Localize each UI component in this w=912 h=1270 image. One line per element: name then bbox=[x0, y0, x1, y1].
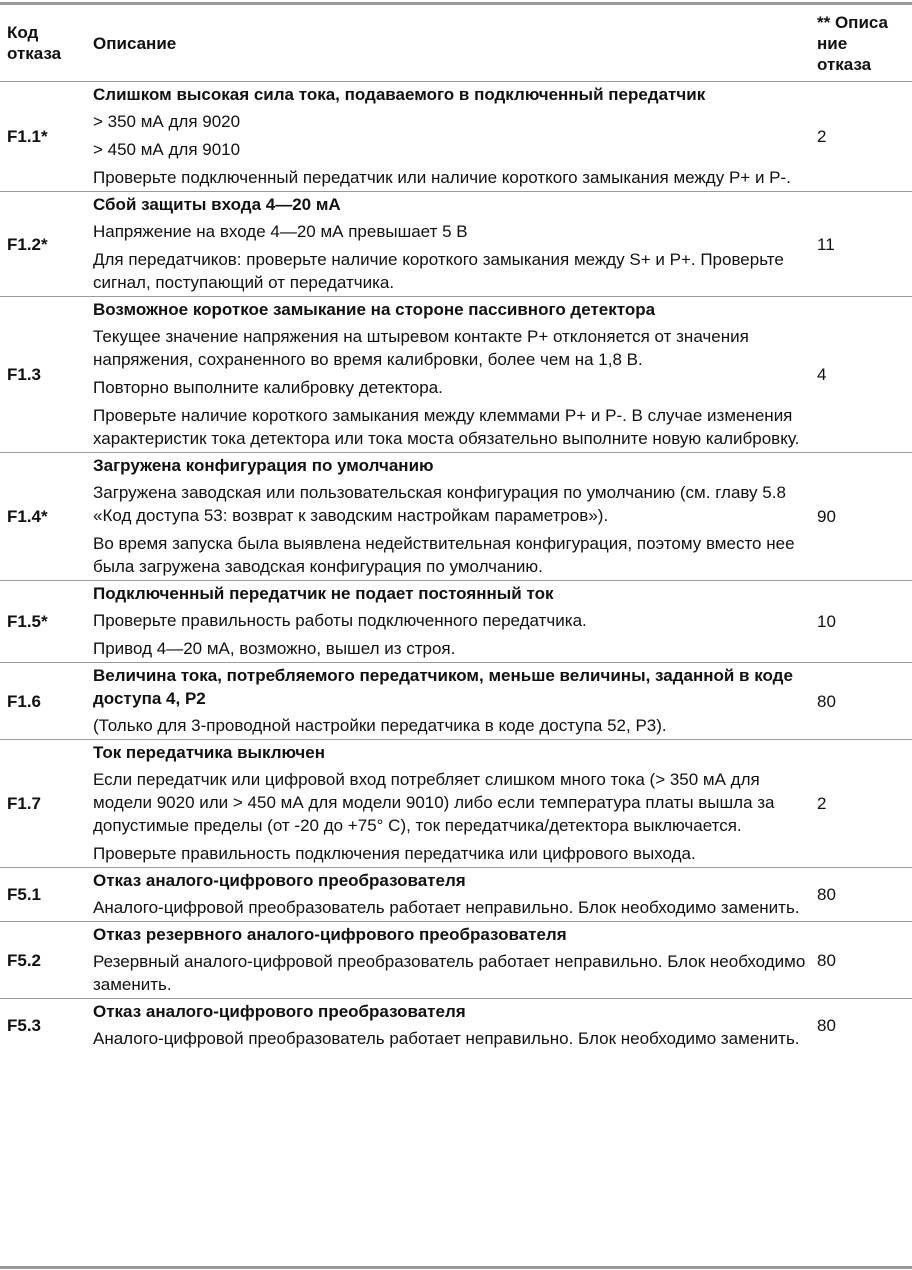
fault-number: 80 bbox=[810, 922, 912, 999]
fault-code: F1.6 bbox=[0, 663, 86, 740]
fault-number: 80 bbox=[810, 868, 912, 922]
fault-detail-line: Проверьте подключенный передатчик или наличие короткого замыкания между P+ и P-. bbox=[93, 168, 791, 187]
bottom-rule bbox=[0, 1266, 912, 1269]
table-row bbox=[0, 581, 912, 663]
table-row bbox=[0, 453, 912, 581]
fault-code: F5.2 bbox=[0, 922, 86, 999]
fault-code: F1.4* bbox=[0, 453, 86, 581]
fault-description bbox=[86, 663, 810, 740]
fault-number: 80 bbox=[817, 1016, 836, 1035]
fault-detail-line: Проверьте правильность работы подключенного передатчика. bbox=[93, 611, 587, 630]
fault-detail-line: Напряжение на входе 4—20 мА превышает 5 В bbox=[93, 222, 468, 241]
fault-detail-line: > 450 мА для 9010 bbox=[93, 140, 241, 159]
fault-title: Загружена конфигурация по умолчанию bbox=[93, 456, 434, 475]
fault-detail-line: Повторно выполните калибровку детектора. bbox=[93, 378, 443, 397]
fault-title: Отказ аналого-цифрового преобразователя bbox=[93, 1002, 466, 1021]
fault-title: Сбой защиты входа 4—20 мА bbox=[93, 195, 341, 214]
fault-title: Отказ резервного аналого-цифрового преобразователя bbox=[93, 925, 567, 944]
fault-code: F5.3 bbox=[7, 1016, 42, 1035]
fault-code-table bbox=[0, 5, 912, 1052]
fault-number: 80 bbox=[810, 663, 912, 740]
fault-description bbox=[86, 868, 810, 922]
fault-number: 11 bbox=[810, 192, 912, 297]
fault-detail-line: Проверьте правильность подключения передатчика или цифрового выхода. bbox=[93, 844, 696, 863]
table-row bbox=[0, 192, 912, 297]
fault-description bbox=[86, 453, 810, 581]
fault-detail-line: Во время запуска была выявлена недействительная конфигурация, поэтому вместо нее была загружена заводская конфигурация по умолчанию. bbox=[93, 534, 795, 576]
fault-title: Слишком высокая сила тока, подаваемого в подключенный передатчик bbox=[93, 85, 706, 104]
fault-detail-line: Текущее значение напряжения на штыревом контакте P+ отклоняется от значения напряжения, сохраненного во время калибровки, более чем на 1,8 В. bbox=[93, 327, 749, 369]
table-row bbox=[0, 999, 912, 1053]
fault-detail-line: Резервный аналого-цифровой преобразователь работает неправильно. Блок необходимо заменить. bbox=[93, 952, 806, 994]
fault-number: 10 bbox=[810, 581, 912, 663]
fault-detail-line: Аналого-цифровой преобразователь работает неправильно. Блок необходимо заменить. bbox=[93, 1029, 800, 1048]
fault-code: F1.2* bbox=[0, 192, 86, 297]
fault-number: 2 bbox=[810, 740, 912, 868]
fault-title: Величина тока, потребляемого передатчиком, меньше величины, заданной в коде доступа 4, P2 bbox=[93, 666, 793, 708]
table-row bbox=[0, 922, 912, 999]
fault-description bbox=[86, 192, 810, 297]
table-row bbox=[0, 82, 912, 192]
fault-code: F5.1 bbox=[0, 868, 86, 922]
fault-detail-line: (Только для 3-проводной настройки передатчика в коде доступа 52, P3). bbox=[93, 716, 667, 735]
fault-description bbox=[86, 297, 810, 453]
fault-description bbox=[86, 922, 810, 999]
fault-code: F1.3 bbox=[0, 297, 86, 453]
header-fault-description: ** Описа ние отказа bbox=[810, 5, 912, 82]
fault-detail-line: Аналого-цифровой преобразователь работает неправильно. Блок необходимо заменить. bbox=[93, 898, 800, 917]
fault-code: F1.7 bbox=[0, 740, 86, 868]
fault-detail-line: Загружена заводская или пользовательская конфигурация по умолчанию (см. главу 5.8 «Код доступа 53: возврат к заводским настройкам параметров»). bbox=[93, 483, 786, 525]
fault-number: 90 bbox=[810, 453, 912, 581]
fault-description bbox=[86, 82, 810, 192]
fault-detail-line: Для передатчиков: проверьте наличие короткого замыкания между S+ и P+. Проверьте сигнал, поступающий от передатчика. bbox=[93, 250, 784, 292]
fault-number: 2 bbox=[810, 82, 912, 192]
fault-description bbox=[86, 999, 810, 1053]
fault-title: Возможное короткое замыкание на стороне пассивного детектора bbox=[93, 300, 656, 319]
fault-number: 4 bbox=[810, 297, 912, 453]
fault-title: Ток передатчика выключен bbox=[93, 743, 326, 762]
fault-description bbox=[86, 740, 810, 868]
table-body bbox=[0, 82, 912, 1053]
table-header-row bbox=[0, 5, 912, 82]
table-row bbox=[0, 297, 912, 453]
fault-detail-line: Проверьте наличие короткого замыкания между клеммами P+ и P-. В случае изменения характеристик тока детектора или тока моста обязательно выполните новую калибровку. bbox=[93, 406, 800, 448]
table-row bbox=[0, 663, 912, 740]
fault-title: Отказ аналого-цифрового преобразователя bbox=[93, 871, 466, 890]
header-description: Описание bbox=[86, 5, 810, 82]
table-row bbox=[0, 740, 912, 868]
fault-detail-line: > 350 мА для 9020 bbox=[93, 112, 241, 131]
fault-detail-line: Если передатчик или цифровой вход потребляет слишком много тока (> 350 мА для модели 9020 или > 450 мА для модели 9010) либо если температура платы вышла за допустимые пределы (от -20 до +75° C), ток передатчика/детектора выключается. bbox=[93, 770, 775, 835]
header-code: Код отказа bbox=[0, 5, 86, 82]
fault-description bbox=[86, 581, 810, 663]
table-row bbox=[0, 868, 912, 922]
fault-code: F1.1* bbox=[0, 82, 86, 192]
fault-detail-line: Привод 4—20 мА, возможно, вышел из строя. bbox=[93, 639, 456, 658]
fault-title: Подключенный передатчик не подает постоянный ток bbox=[93, 584, 554, 603]
fault-code: F1.5* bbox=[0, 581, 86, 663]
